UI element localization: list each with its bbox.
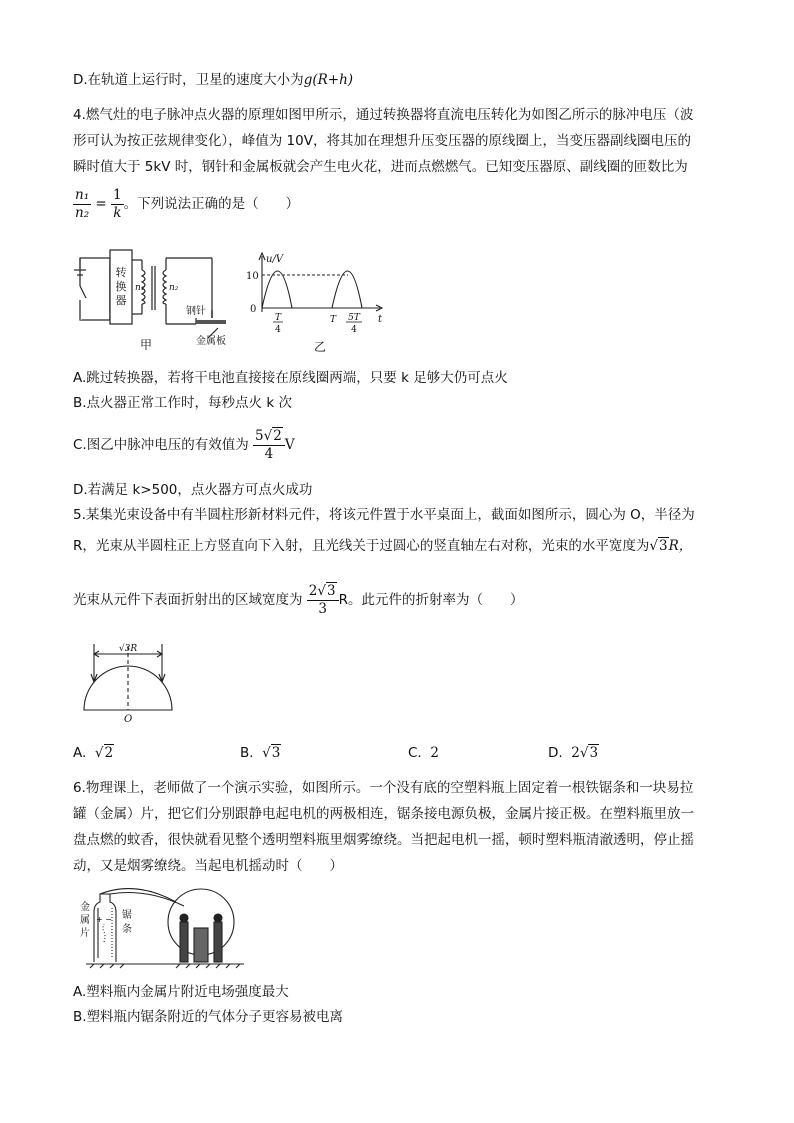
option-value: 3 bbox=[271, 745, 281, 761]
fraction-denominator: 4 bbox=[264, 445, 274, 462]
origin-label: 0 bbox=[250, 304, 257, 315]
q6-line-4: 动，又是烟雾缭绕。当起电机摇动时（ ） bbox=[73, 858, 343, 874]
polarity-signs: + − bbox=[96, 915, 112, 924]
pulse-1 bbox=[262, 271, 292, 308]
q5-l3-text: 光束从元件下表面折射出的区域宽度为 bbox=[73, 592, 303, 608]
q4-option-c bbox=[73, 425, 295, 465]
tick-t4-den: 4 bbox=[275, 325, 281, 335]
secondary-coil bbox=[163, 270, 166, 304]
center-label: O bbox=[124, 714, 133, 725]
q5-option-a: A. √2 bbox=[73, 745, 114, 761]
fraction-numerator: 5√2 bbox=[253, 428, 285, 446]
k: k bbox=[113, 204, 122, 221]
tick-5t4-den: 4 bbox=[351, 325, 357, 335]
figure-q5-semicircle bbox=[78, 640, 178, 726]
pulse-2 bbox=[332, 271, 362, 308]
q5-l2-end: R， bbox=[668, 538, 693, 554]
saw-label-2: 条 bbox=[122, 924, 132, 935]
effective-value-fraction bbox=[253, 428, 285, 463]
q6-line-3: 盘点燃的蚊香，很快就看见整个透明塑料瓶里烟雾缭绕。当把起电机一摇，顿时塑料瓶清澈透明，停止摇 bbox=[73, 832, 694, 848]
converter-char-3: 器 bbox=[115, 294, 127, 307]
q5-l3-end: R。此元件的折射率为（ ） bbox=[338, 592, 524, 608]
q4-line-3: 瞬时值大于 5kV 时，钢针和金属板就会产生电火花，进而点燃燃气。已知变压器原、副线圈的匝数比为 bbox=[73, 159, 688, 175]
wire-positive bbox=[100, 889, 176, 902]
q6-line-1: 6.物理课上，老师做了一个演示实验，如图所示。一个没有底的空塑料瓶上固定着一根铁锯条和一块易拉 bbox=[73, 780, 694, 796]
t-axis-label: t bbox=[378, 314, 383, 325]
needle-label: 钢针 bbox=[186, 306, 206, 317]
tick-T: T bbox=[329, 315, 337, 325]
option-text: D.在轨道上运行时，卫星的速度大小为 bbox=[73, 72, 304, 88]
caption-yi: 乙 bbox=[314, 340, 327, 354]
q4-line-1: 4.燃气灶的电子脉冲点火器的原理如图甲所示，通过转换器将直流电压转化为如图乙所示的脉冲电压（波 bbox=[73, 107, 694, 123]
q5-line-3 bbox=[73, 580, 523, 620]
equals: = bbox=[95, 196, 107, 212]
option-value: 2 bbox=[430, 745, 439, 761]
plastic-bottle bbox=[94, 894, 116, 962]
n1: n₁ bbox=[75, 186, 90, 203]
turns-ratio-fraction bbox=[73, 187, 91, 222]
option-label: C. bbox=[408, 745, 422, 761]
option-value: 2 bbox=[104, 745, 114, 761]
generator-post-right bbox=[214, 922, 222, 962]
metal-label-2: 属 bbox=[80, 915, 90, 926]
radicand: 3 bbox=[327, 582, 336, 599]
smoke bbox=[103, 924, 105, 942]
peak-label: 10 bbox=[246, 271, 259, 282]
option-label: A. bbox=[73, 745, 87, 761]
generator-stand bbox=[194, 928, 208, 962]
width-fraction bbox=[307, 583, 339, 618]
one: 1 bbox=[113, 186, 122, 203]
converter-char-2: 换 bbox=[115, 280, 127, 293]
q4-line-2: 形可认为按正弦规律变化），峰值为 10V，将其加在理想升压变压器的原线圈上，当变压器副线圈电压的 bbox=[73, 133, 691, 149]
one-over-k bbox=[111, 187, 124, 222]
metal-plate bbox=[196, 320, 226, 324]
q5-l2-text: R，光束从半圆柱正上方竖直向下入射，且光线关于过圆心的竖直轴左右对称，光束的水平宽度为 bbox=[73, 538, 650, 554]
q6-option-a: A.塑料瓶内金属片附近电场强度最大 bbox=[73, 984, 289, 1000]
fraction-numerator: 2√3 bbox=[307, 583, 339, 601]
option-d-prev bbox=[73, 70, 353, 90]
figure-q6-apparatus bbox=[76, 882, 246, 972]
option-label: D. bbox=[548, 745, 563, 761]
tick-5t4-num: 5T bbox=[348, 313, 360, 323]
q5-line-2 bbox=[73, 536, 692, 556]
figure-yi-graph bbox=[240, 250, 390, 350]
u-axis-label: u/V bbox=[266, 254, 284, 265]
sqrt3: √3 bbox=[649, 538, 668, 554]
coef: 2 bbox=[308, 582, 318, 599]
converter-char-1: 转 bbox=[115, 266, 127, 279]
option-value: 3 bbox=[589, 745, 599, 761]
q4-option-a: A.跳过转换器，若将干电池直接接在原线圈两端，只要 k 足够大仍可点火 bbox=[73, 370, 508, 386]
q5-line-1: 5.某集光束设备中有半圆柱形新材料元件，将该元件置于水平桌面上，截面如图所示，圆心为 O，半径为 bbox=[73, 507, 695, 523]
radicand: 3 bbox=[659, 538, 668, 554]
option-label: B. bbox=[240, 745, 254, 761]
fraction-denominator: 3 bbox=[318, 600, 327, 617]
option-c-text: C.图乙中脉冲电压的有效值为 bbox=[73, 437, 249, 453]
saw-label-1: 锯 bbox=[122, 910, 132, 921]
n2: n₂ bbox=[75, 204, 90, 221]
q5-option-b: B. √3 bbox=[240, 745, 281, 761]
option-coef: 2 bbox=[571, 745, 580, 761]
q4-line-4 bbox=[73, 186, 299, 222]
formula: g(R+h) bbox=[303, 72, 354, 88]
radicand: 2 bbox=[273, 427, 282, 444]
metal-label-3: 片 bbox=[80, 928, 90, 939]
n2-label: n₂ bbox=[169, 283, 179, 293]
q6-option-b: B.塑料瓶内锯条附近的气体分子更容易被电离 bbox=[73, 1009, 344, 1025]
q5-option-d: D. 2√3 bbox=[548, 745, 599, 761]
q5-option-c bbox=[408, 745, 439, 761]
unit: V bbox=[284, 437, 295, 453]
n1-label: n₁ bbox=[135, 283, 145, 293]
q4-option-b: B.点火器正常工作时，每秒点火 k 次 bbox=[73, 395, 292, 411]
q6-line-2: 罐（金属）片，把它们分别跟静电起电机的两极相连，锯条接电源负极，金属片接正极。在塑料瓶里放一 bbox=[73, 806, 694, 822]
coef: 5 bbox=[255, 427, 264, 444]
q4-stem-end: 。下列说法正确的是（ ） bbox=[123, 196, 300, 212]
terminal-left bbox=[180, 914, 188, 922]
caption-jia: 甲 bbox=[140, 338, 153, 352]
figure-jia-parts bbox=[72, 248, 242, 354]
terminal-right bbox=[214, 914, 222, 922]
plate-label: 金属板 bbox=[196, 336, 226, 347]
tick-t4-num: T bbox=[274, 313, 282, 323]
width-label: √3R bbox=[118, 644, 138, 654]
metal-label-1: 金 bbox=[80, 902, 90, 913]
q4-option-d: D.若满足 k>500，点火器方可点火成功 bbox=[73, 482, 313, 498]
generator-post-left bbox=[180, 922, 188, 962]
